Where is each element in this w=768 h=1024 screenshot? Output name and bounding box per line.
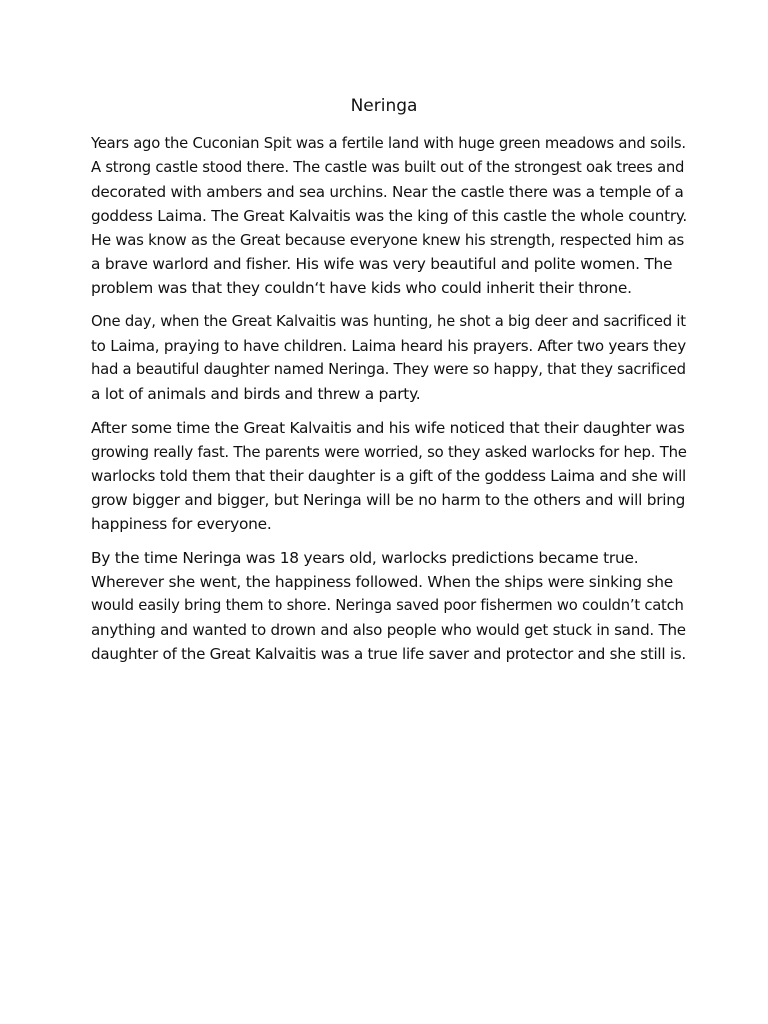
text-line: warlocks told them that their daughter is a gift of the goddess Laima and she will <box>91 467 686 485</box>
text-line: goddess Laima. The Great Kalvaitis was the king of this castle the whole country. <box>91 207 688 225</box>
text-line: to Laima, praying to have children. Laima heard his prayers. After two years they <box>91 337 686 355</box>
text-line: a lot of animals and birds and threw a party. <box>91 385 421 403</box>
paragraph-2 <box>91 310 687 406</box>
text-line: a brave warlord and fisher. His wife was very beautiful and polite women. The <box>91 255 673 273</box>
text-line: grow bigger and bigger, but Neringa will be no harm to the others and will bring <box>91 491 686 509</box>
text-line: Wherever she went, the happiness followed. When the ships were sinking she <box>91 573 673 591</box>
paragraph-4 <box>91 546 687 666</box>
text-line: had a beautiful daughter named Neringa. They were so happy, that they sacrificed <box>91 361 686 378</box>
document-body <box>91 132 687 676</box>
text-line: After some time the Great Kalvaitis and his wife noticed that their daughter was <box>91 419 685 437</box>
paragraph-3 <box>91 416 687 536</box>
text-line: would easily bring them to shore. Neringa saved poor fishermen wo couldn’t catch <box>91 597 684 614</box>
document-title: Neringa <box>350 96 418 116</box>
text-line: One day, when the Great Kalvaitis was hunting, he shot a big deer and sacrificed it <box>91 313 686 330</box>
text-line: By the time Neringa was 18 years old, warlocks predictions became true. <box>91 549 639 567</box>
text-line: happiness for everyone. <box>91 515 272 533</box>
paragraph-1 <box>91 132 687 300</box>
text-line: Years ago the Cuconian Spit was a fertile land with huge green meadows and soils. <box>91 135 686 152</box>
text-line: A strong castle stood there. The castle was built out of the strongest oak trees and <box>91 159 685 176</box>
text-line: anything and wanted to drown and also people who would get stuck in sand. The <box>91 621 686 639</box>
text-line: decorated with ambers and sea urchins. Near the castle there was a temple of a <box>91 183 684 201</box>
text-line: problem was that they couldn‘t have kids who could inherit their throne. <box>91 279 632 297</box>
text-line: He was know as the Great because everyone knew his strength, respected him as <box>91 231 685 249</box>
text-line: daughter of the Great Kalvaitis was a true life saver and protector and she still is. <box>91 645 686 663</box>
text-line: growing really fast. The parents were worried, so they asked warlocks for hep. The <box>91 443 687 461</box>
